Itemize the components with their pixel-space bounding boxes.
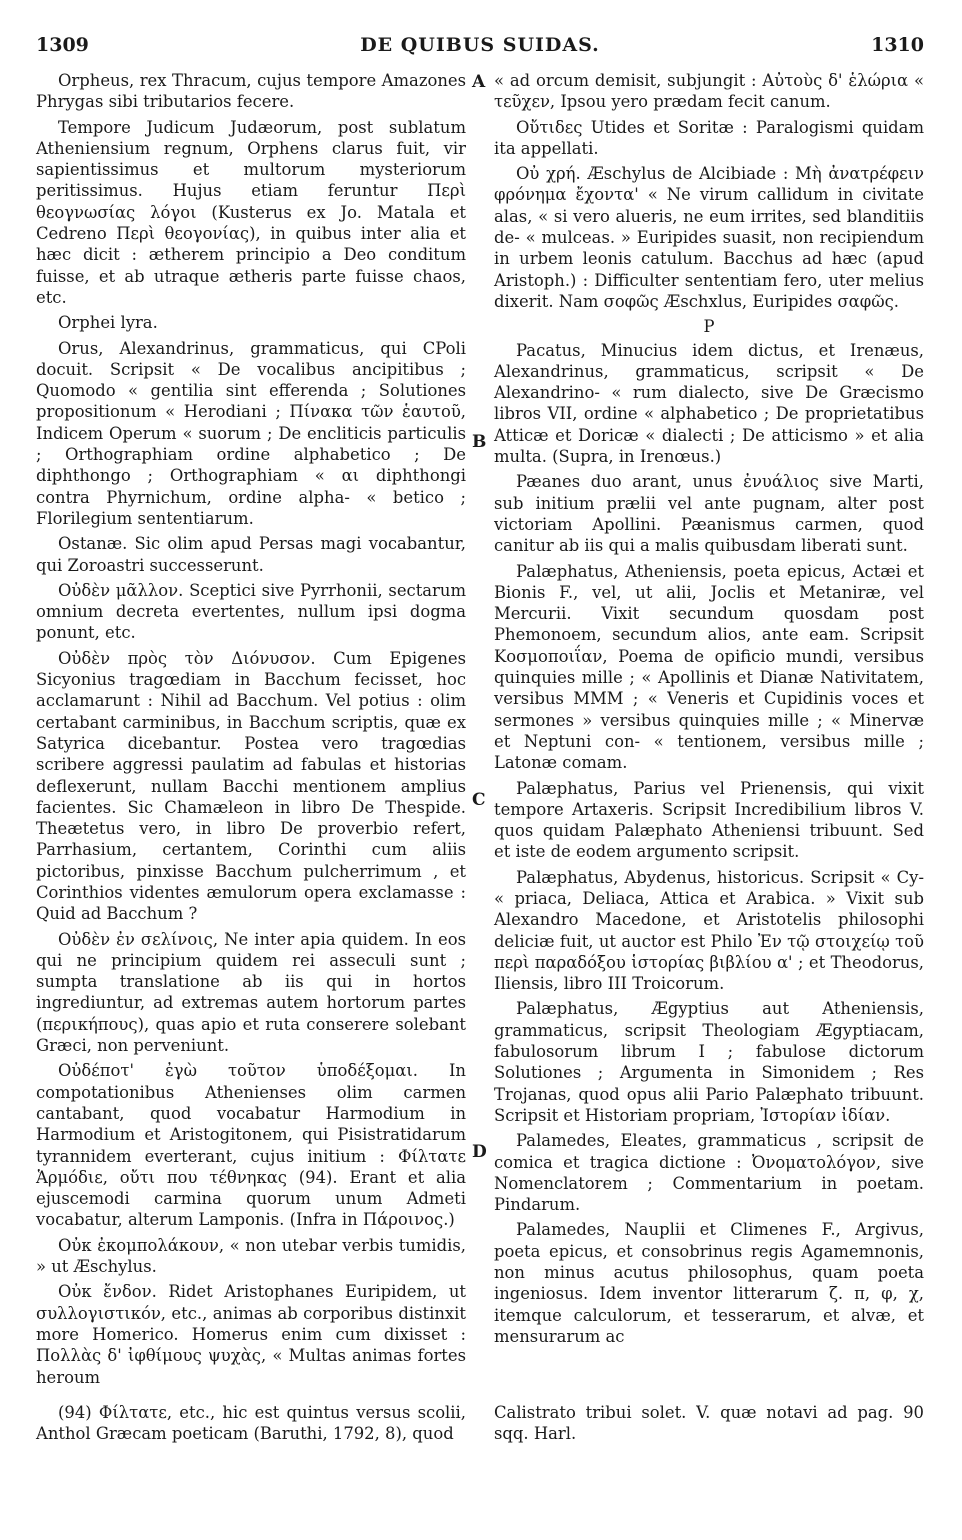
- entry-paragraph: Οὐδέποτ' ἐγὼ τοῦτον ὑποδέξομαι. In compotationibus Athenienses olim carmen cantabant, quod vocabatur Harmodium in Harmodium et Aristogitonem, qui Pisistratidarum tyrannidem everterant, cujus initium : Φίλτατε Ἁρμόδιε, οὔτι που τέθνηκας (94). Erant et alia ejuscemodi carmina quorum unum Admeti vocabatur, alterum Lamponis. (Infra in Πάροινος.): [36, 1061, 466, 1230]
- entry-paragraph: Pæanes duo arant, unus ἐνυάλιος sive Marti, sub initium prælii vel ante pugnam, alter post victoriam Apollini. Pæanismus carmen, quod canitur ab iis qui a malis quibusdam liberati sunt.: [494, 472, 924, 556]
- entry-paragraph: Ostanæ. Sic olim apud Persas magi vocabantur, qui Zoroastri successerunt.: [36, 534, 466, 575]
- entry-paragraph: Palæphatus, Parius vel Prienensis, qui vixit tempore Artaxeris. Scripsit Incredibilium libros V. quos quidam Palæphato Atheniensi tribuunt. Sed et iste de eodem argumento scripsit.: [494, 778, 924, 862]
- right-column: [494, 70, 924, 1351]
- page-number-left: 1309: [36, 34, 89, 56]
- entry-paragraph: Οὐκ ἔνδον. Ridet Aristophanes Euripidem, ut συλλογιστικόν, etc., animas ab corporibus distinxit more Homerico. Homerus enim cum dixisset : Πολλὰς δ' ἰφθίμους ψυχὰς, « Multas animas fortes heroum: [36, 1282, 466, 1387]
- section-letter: P: [703, 317, 715, 337]
- entry-paragraph: Οὐδὲν πρὸς τὸν Διόνυσον. Cum Epigenes Sicyonius tragœdiam in Bacchum fecisset, hoc acclamarunt : Nihil ad Bacchum. Vel potius : olim certabant carminibus, in Bacchum scriptis, quæ ex Satyrica dicebantur. Postea vero tragœdias scribere aggressi paulatim ad fabulas et historias deflexerunt, nullam Bacchi mentionem amplius facientes. Sic Chamæleon in libro De Thespide. Theætetus vero, in libro De proverbio refert, Parrhasium, certantem, Corinthi cum aliis pictoribus, pinxisse Bacchum pulcherrimum , et Corinthios videntes æmulorum opera exclamasse : Quid ad Bacchum ?: [36, 648, 466, 924]
- page-number-right: 1310: [871, 34, 924, 56]
- entry-paragraph: Οὐδὲν ἐν σελίνοις, Ne inter apia quidem. In eos qui ne principium quidem rei asseculi sunt ; sumpta translatione ab iis qui in hortos ingrediuntur, ad extremas autem hortorum partes (περικήπους), quas apio et ruta conserere solebant Græci, non perveniunt.: [36, 929, 466, 1056]
- entry-paragraph: Palæphatus, Atheniensis, poeta epicus, Actæi et Bionis F., vel, ut alii, Joclis et Metaniræ, vel Mercurii. Vixit secundum quosdam post Phemonoem, secundum alios, ante eam. Scripsit Κοσμοποιΐαν, Poema de opificio mundi, versibus quinquies mille ; « Apollinis et Dianæ Nativitatem, versibus MMM ; « Veneris et Cupidinis voces et sermones » versibus quinquies mille ; « Minervæ et Neptuni con- « tentionem, versibus mille ; Latonæ comam.: [494, 561, 924, 773]
- footnote-text: (94) Φίλτατε, etc., hic est quintus versus scolii, Anthol Græcam poeticam (Baruthi, 1792, 8), quod: [36, 1403, 466, 1443]
- entry-paragraph: Οὐ χρή. Æschylus de Alcibiade : Μὴ ἀνατρέφειν φρόνημα ἔχοντα' « Ne virum callidum in civitate alas, « si vero alueris, ne eum irrites, sed blanditiis de- « mulceas. » Euripides suasit, non recipiendum in urbem leonis catulum. Bacchus ad hæc (apud Aristoph.) : Difficulter sententiam fero, uter melius dixerit. Nam σοφῶς Æschxlus, Euripides σαφῶς.: [494, 164, 924, 311]
- entry-paragraph: Orus, Alexandrinus, grammaticus, qui CPoli docuit. Scripsit « De vocalibus ancipitibus ; Quomodo « gentilia sint efferenda ; Solutiones propositionum « Herodiani ; Πίνακα τῶν ἑαυτοῦ, Indicem Operum « suorum ; De encliticis particulis ; Orthographiam ordine alphabetico ; De diphthongo ; Orthographiam « αι diphthongi contra Phyrnichum, ordine alpha- « betico ; Florilegium sententiarum.: [36, 338, 466, 528]
- entry-paragraph: Palæphatus, Ægyptius aut Atheniensis, grammaticus, scripsit Theologiam Ægyptiacam, fabulosorum librum I ; fabulose dictorum Solutiones ; Argumenta in Simonidem ; Res Trojanas, quod opus alii Pario Palæphato tribuunt. Scripsit et Historiam propriam, Ἰστορίαν ἰδίαν.: [494, 999, 924, 1125]
- entry-paragraph: Tempore Judicum Judæorum, post sublatum Atheniensium regnum, Orphens clarus fuit, vir sapientissimus et multorum mysteriorum peritissimus. Hujus etiam feruntur Περὶ θεογνωσίας λόγοι (Kusterus ex Jo. Matala et Cedreno Περὶ θεογονίας), in quibus inter alia et hæc dicit : ætherem principio a Deo conditum fuisse, et ab utraque ætheris parte fuisse chaos, etc.: [36, 117, 466, 307]
- entry-paragraph: Pacatus, Minucius idem dictus, et Irenæus, Alexandrinus, grammaticus, scripsit « De Alexandrino- « rum dialecto, sive De Græcismo libros VII, ordine « alphabetico ; De proprietatibus Atticæ et Doricæ « dialecti ; De atticismo » et alia multa. (Supra, in Irenœus.): [494, 340, 924, 467]
- entry-paragraph: Orpheus, rex Thracum, cujus tempore Amazones Phrygas sibi tributarios fecere.: [36, 71, 466, 112]
- margin-marker-b: B: [472, 432, 487, 452]
- entry-paragraph: « ad orcum demisit, subjungit : Αὐτοὺς δ' ἑλώρια « τεῦχεν, Ipsou yero prædam fecit canum.: [494, 71, 924, 112]
- footnote-right: [494, 1402, 924, 1444]
- margin-marker-d: D: [472, 1142, 487, 1162]
- entry-paragraph: Οὐδὲν μᾶλλον. Sceptici sive Pyrrhonii, sectarum omnium decreta evertentes, nullum ipsi dogma ponunt, etc.: [36, 580, 466, 643]
- entry-paragraph: Palamedes, Nauplii et Climenes F., Argivus, poeta epicus, et consobrinus regis Agamemnonis, non minus acutus philosophus, quam poeta ingeniosus. Idem inventor litterarum ζ. π, φ, χ, itemque calculorum, et tesserarum, et alvæ, et mensurarum ac: [494, 1220, 924, 1346]
- entry-paragraph: Palamedes, Eleates, grammaticus , scripsit de comica et tragica dictione : Ὀνοματολόγον, sive Nomenclatorem ; Commentarium in poetam. Pindarum.: [494, 1131, 924, 1215]
- footnote-left: [36, 1402, 466, 1444]
- footnote-text: Calistrato tribui solet. V. quæ notavi ad pag. 90 sqq. Harl.: [494, 1403, 924, 1443]
- entry-paragraph: Palæphatus, Abydenus, historicus. Scripsit « Cy- « priaca, Deliaca, Attica et Arabica. » Vixit sub Alexandro Macedone, et Aristotelis philosophi deliciæ fuit, ut auctor est Philo Ἐν τῷ στοιχείῳ τοῦ περὶ παραδόξου ἱστορίας βιβλίου α' ; et Theodorus, Iliensis, libro III Troicorum.: [494, 867, 924, 994]
- entry-paragraph: Οὔτιδες Utides et Soritæ : Paralogismi quidam ita appellati.: [494, 117, 924, 158]
- margin-marker-a: A: [472, 72, 486, 92]
- running-title: DE QUIBUS SUIDAS.: [360, 34, 600, 56]
- page-header: [36, 34, 924, 62]
- entry-paragraph: Orphei lyra.: [58, 313, 158, 333]
- margin-marker-c: C: [472, 790, 486, 810]
- left-column: [36, 70, 466, 1392]
- entry-paragraph: Οὐκ ἐκομπολάκουν, « non utebar verbis tumidis, » ut Æschylus.: [36, 1235, 466, 1277]
